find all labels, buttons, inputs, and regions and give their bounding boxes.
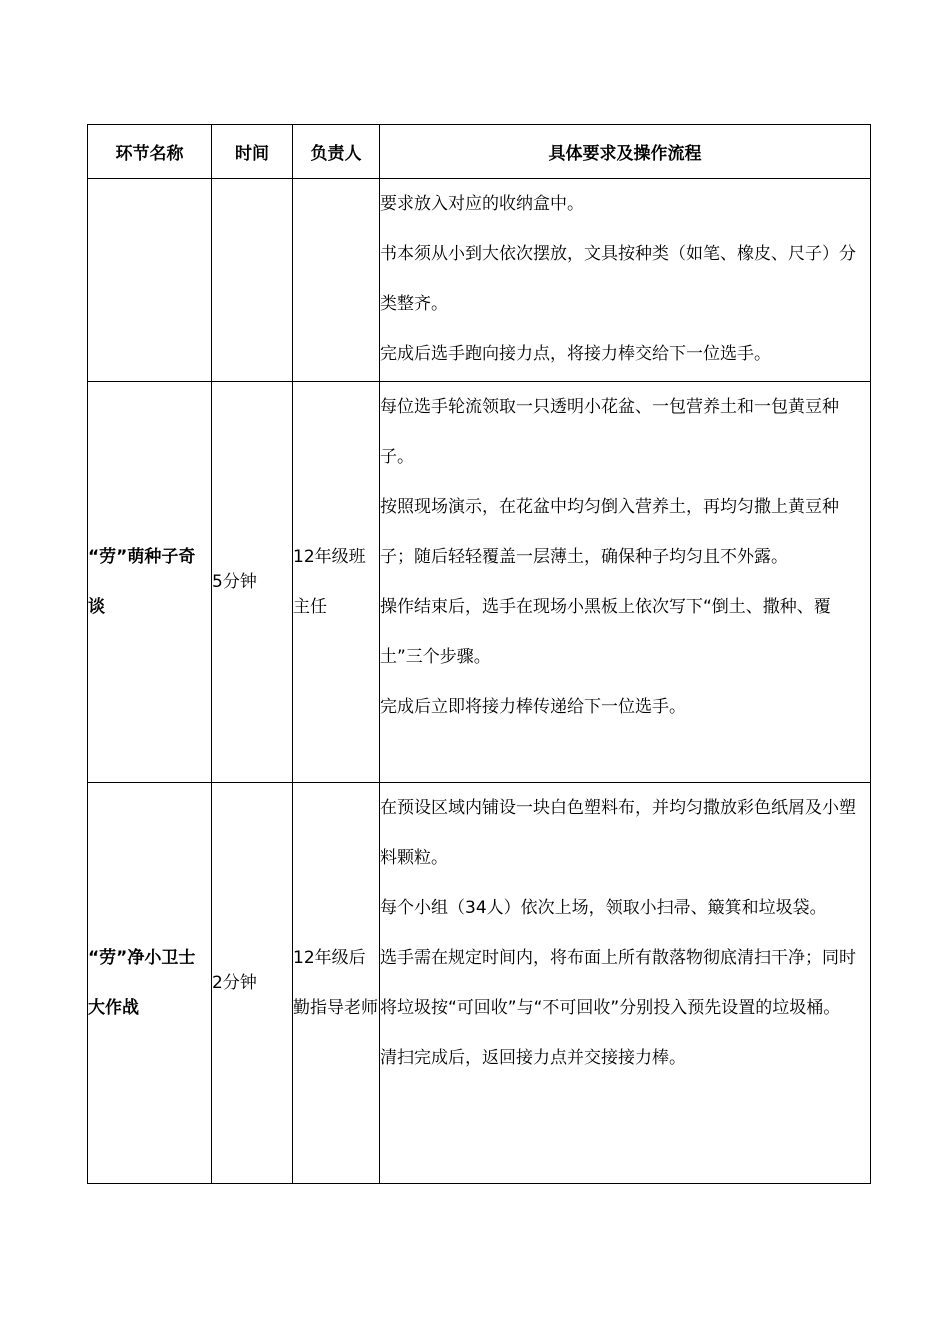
- table-row: [88, 382, 871, 783]
- time-cell: 5分钟: [212, 382, 293, 783]
- step-text: 按照现场演示，在花盆中均匀倒入营养土，再均匀撒上黄豆种子；随后轻轻覆盖一层薄土，确保种子均匀且不外露。: [380, 497, 839, 567]
- header-owner: 负责人: [293, 125, 380, 179]
- step-text: 每个小组（34人）依次上场，领取小扫帚、簸箕和垃圾袋。: [380, 898, 827, 918]
- step-text: 清扫完成后，返回接力点并交接接力棒。: [380, 1048, 686, 1068]
- step-text: 完成后选手跑向接力点，将接力棒交给下一位选手。: [380, 344, 771, 364]
- stage-name-cell: [88, 179, 212, 382]
- table-row: [88, 783, 871, 1184]
- owner-cell: 12年级班主任: [293, 382, 380, 783]
- stage-name-cell: “劳”净小卫士大作战: [88, 783, 212, 1184]
- table-row: [88, 179, 871, 382]
- requirements-cell: [380, 382, 871, 783]
- owner-cell: [293, 179, 380, 382]
- step-text: 选手需在规定时间内，将布面上所有散落物彻底清扫干净；同时将垃圾按“可回收”与“不可回收”分别投入预先设置的垃圾桶。: [380, 948, 856, 1018]
- time-cell: 2分钟: [212, 783, 293, 1184]
- step-text: 完成后立即将接力棒传递给下一位选手。: [380, 697, 686, 717]
- activity-table: [87, 124, 871, 1184]
- header-stage-name: 环节名称: [88, 125, 212, 179]
- header-requirements: 具体要求及操作流程: [380, 125, 871, 179]
- step-text: 每位选手轮流领取一只透明小花盆、一包营养土和一包黄豆种子。: [380, 397, 839, 467]
- step-text: 要求放入对应的收纳盒中。: [380, 194, 584, 214]
- step-text: 书本须从小到大依次摆放，文具按种类（如笔、橡皮、尺子）分类整齐。: [380, 244, 856, 314]
- step-text: 操作结束后，选手在现场小黑板上依次写下“倒土、撒种、覆土”三个步骤。: [380, 597, 831, 667]
- owner-cell: 12年级后勤指导老师: [293, 783, 380, 1184]
- stage-name-cell: “劳”萌种子奇谈: [88, 382, 212, 783]
- time-cell: [212, 179, 293, 382]
- requirements-cell: [380, 179, 871, 382]
- step-text: 在预设区域内铺设一块白色塑料布，并均匀撒放彩色纸屑及小塑料颗粒。: [380, 798, 856, 868]
- table-header: [88, 125, 871, 179]
- requirements-cell: [380, 783, 871, 1184]
- header-time: 时间: [212, 125, 293, 179]
